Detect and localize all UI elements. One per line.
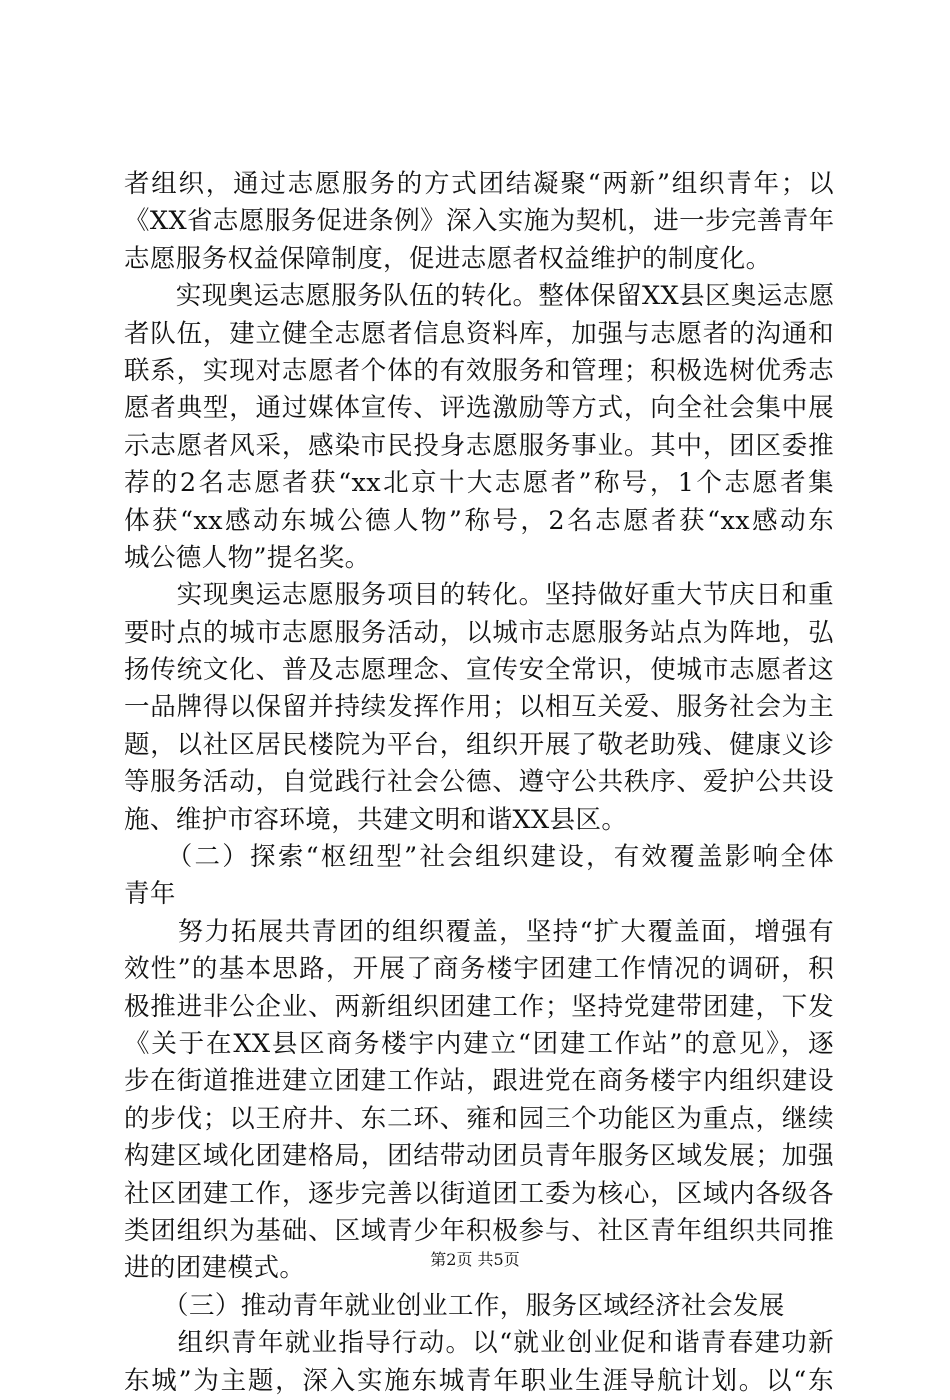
text-line: 志愿服务权益保障制度，促进志愿者权益维护的制度化。 — [124, 243, 772, 274]
text-line: 扬传统文化、普及志愿理念、宣传安全常识，使城市志愿者这 — [124, 655, 834, 686]
text-line: 东城”为主题，深入实施东城青年职业生涯导航计划。以“东 — [124, 1365, 834, 1396]
document-body — [124, 166, 834, 1400]
text-line: 一品牌得以保留并持续发挥作用；以相互关爱、服务社会为主 — [124, 692, 834, 723]
page-footer: 第2页 共5页 — [430, 1250, 520, 1269]
text-line: 的步伐；以王府井、东二环、雍和园三个功能区为重点，继续 — [124, 1103, 834, 1134]
text-line: 等服务活动，自觉践行社会公德、遵守公共秩序、爱护公共设 — [124, 767, 834, 798]
text-line: 实现奥运志愿服务项目的转化。坚持做好重大节庆日和重 — [124, 580, 834, 611]
text-line: 联系，实现对志愿者个体的有效服务和管理；积极选树优秀志 — [124, 355, 834, 386]
text-line: 社区团建工作，逐步完善以街道团工委为核心，区域内各级各 — [124, 1178, 834, 1209]
text-line: 进的团建模式。 — [124, 1253, 306, 1284]
text-line: 者组织，通过志愿服务的方式团结凝聚“两新”组织青年；以 — [124, 169, 834, 199]
text-line: 示志愿者风采，感染市民投身志愿服务事业。其中，团区委推 — [124, 430, 834, 461]
text-line: 构建区域化团建格局，团结带动团员青年服务区域发展；加强 — [124, 1141, 834, 1172]
text-line: 类团组织为基础、区域青少年积极参与、社区青年组织共同推 — [124, 1215, 834, 1246]
text-line: 体获“xx感动东城公德人物”称号，2名志愿者获“xx感动东 — [124, 505, 834, 536]
text-line: 题，以社区居民楼院为平台，组织开展了敬老助残、健康义诊 — [124, 729, 834, 760]
section-heading: （三）推动青年就业创业工作，服务区域经济社会发展 — [124, 1290, 785, 1321]
text-line: 组织青年就业指导行动。以“就业创业促和谐青春建功新 — [124, 1328, 834, 1359]
text-line: 要时点的城市志愿服务活动，以城市志愿服务站点为阵地，弘 — [124, 617, 834, 648]
section-heading: （二）探索“枢纽型”社会组织建设，有效覆盖影响全体 — [124, 842, 834, 873]
text-line: 荐的2名志愿者获“xx北京十大志愿者”称号，1个志愿者集 — [124, 468, 834, 499]
section-heading: 青年 — [124, 879, 176, 910]
text-line: 极推进非公企业、两新组织团建工作；坚持党建带团建，下发 — [124, 991, 834, 1022]
text-line: 努力拓展共青团的组织覆盖，坚持“扩大覆盖面，增强有 — [124, 916, 834, 947]
text-line: 步在街道推进建立团建工作站，跟进党在商务楼宇内组织建设 — [124, 1066, 834, 1097]
text-line: 愿者典型，通过媒体宣传、评选激励等方式，向全社会集中展 — [124, 393, 834, 424]
text-line: 《关于在XX县区商务楼宇内建立“团建工作站”的意见》，逐 — [124, 1028, 834, 1059]
text-line: 者队伍，建立健全志愿者信息资料库，加强与志愿者的沟通和 — [124, 318, 834, 349]
text-line: 实现奥运志愿服务队伍的转化。整体保留XX县区奥运志愿 — [124, 281, 835, 312]
text-line: 城公德人物”提名奖。 — [124, 542, 371, 573]
text-line: 效性”的基本思路，开展了商务楼宇团建工作情况的调研，积 — [124, 954, 834, 985]
text-line: 施、维护市容环境，共建文明和谐XX县区。 — [124, 804, 628, 835]
text-line: 《XX省志愿服务促进条例》深入实施为契机，进一步完善青年 — [124, 206, 835, 237]
